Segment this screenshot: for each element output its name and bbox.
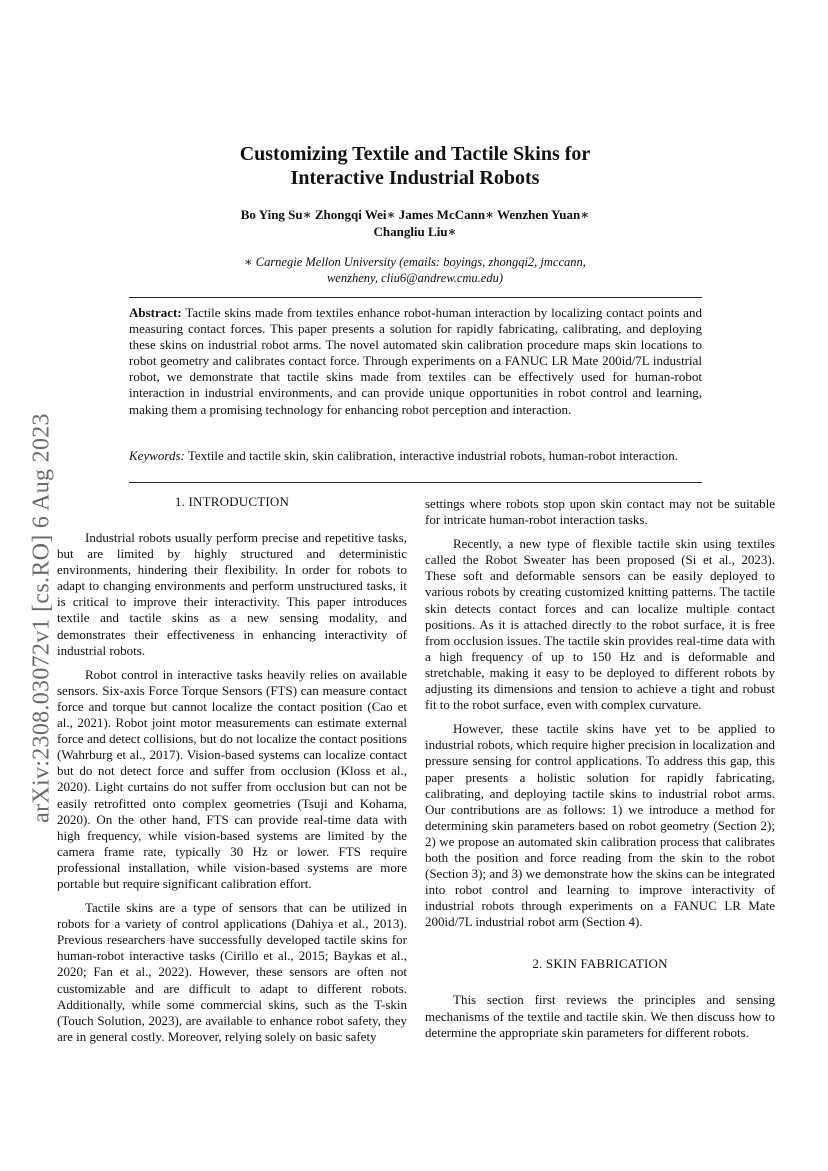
paragraph: This section first reviews the principles and sensing mechanisms of the textile and tactile skin. We then discuss how to determine the appropriate skin parameters for different robots.: [425, 992, 775, 1040]
section-heading-skin-fabrication: 2. SKIN FABRICATION: [532, 956, 668, 972]
author-list: [128, 206, 702, 240]
right-column: [425, 496, 775, 1049]
affiliation-line-2: wenzheny, cliu6@andrew.cmu.edu): [326, 271, 504, 285]
paragraph: settings where robots stop upon skin contact may not be suitable for intricate human-robot interaction tasks.: [425, 496, 775, 528]
keywords: [129, 448, 702, 464]
paragraph: Industrial robots usually perform precise and repetitive tasks, but are limited by highly structured and deterministic environments, hindering their flexibility. In order for robots to adapt to changing environments and perform unstructured tasks, it is critical to improve their interactivity. This paper introduces textile and tactile skins as a new sensing modality, and demonstrates their effectiveness in enhancing interactivity of industrial robots.: [57, 530, 407, 658]
affiliation-line-1: ∗ Carnegie Mellon University (emails: boyings, zhongqi2, jmccann,: [244, 255, 586, 269]
paragraph: Robot control in interactive tasks heavily relies on available sensors. Six-axis Force Torque Sensors (FTS) can measure contact force and torque but cannot localize the contact position (Cao et al., 2021). Robot joint motor measurements can estimate external force and detect collisions, but do not localize the contact positions (Wahrburg et al., 2017). Vision-based systems can localize contact but do not detect force and suffer from occlusion (Kloss et al., 2020). Light curtains do not suffer from occlusion but can not be easily retrofitted onto complex geometries (Tsuji and Kohama, 2020). On the other hand, FTS can provide real-time data with high frequency, while vision-based systems are limited by the camera frame rate, typically 30 Hz or lower. FTS require professional installation, while vision-based systems are more portable but require significant calibration effort.: [57, 666, 407, 891]
arxiv-identifier: [22, 366, 62, 870]
paper-title: [128, 142, 702, 190]
paragraph: Recently, a new type of flexible tactile skin using textiles called the Robot Sweater has been proposed (Si et al., 2023). These soft and deformable sensors can be easily deployed to various robots by creating customized knitting patterns. The tactile skin detects contact forces and can localize multiple contact positions. As it is attached directly to the robot surface, it is free from occlusion issues. The tactile skin provides real-time data with a high frequency of up to 150 Hz and is deformable and stretchable, making it easy to be deployed to different robots by adjusting its dimensions and tension to achieve a tight and robust fit to the robot surface, even with complex curvature.: [425, 536, 775, 713]
section-heading-introduction: 1. INTRODUCTION: [174, 494, 290, 509]
abstract-label: Abstract:: [129, 305, 182, 320]
paragraph: Tactile skins are a type of sensors that can be utilized in robots for a variety of control applications (Dahiya et al., 2013). Previous researchers have successfully developed tactile skins for human-robot interactive tasks (Cirillo et al., 2015; Baykas et al., 2020; Fan et al., 2022). However, these sensors are often not customizable and are difficult to adapt to different robots. Additionally, while some commercial skins, such as the T-skin (Touch Solution, 2023), are available to enhance robot safety, they are in general costly. Moreover, relying solely on basic safety: [57, 900, 407, 1044]
authors-line-2: Changliu Liu∗: [373, 224, 457, 239]
title-line-1: Customizing Textile and Tactile Skins for: [239, 143, 591, 165]
keywords-text: Textile and tactile skin, skin calibration, interactive industrial robots, human-robot interaction.: [187, 448, 678, 463]
keywords-label: Keywords:: [129, 448, 185, 463]
abstract: [129, 305, 702, 418]
abstract-bottom-rule: [129, 482, 702, 483]
paragraph: However, these tactile skins have yet to be applied to industrial robots, which require higher precision in localization and pressure sensing for control applications. To address this gap, this paper presents a holistic solution for rapidly fabricating, calibrating, and deploying tactile skins to industrial robot arms. Our contributions are as follows: 1) we introduce a method for determining skin parameters based on robot geometry (Section 2); 2) we propose an automated skin calibration process that calibrates both the position and force reading from the skin to the robot (Section 3); and 3) we demonstrate how the skins can be integrated into robot control and learning to improve interactivity of industrial robots through experiments on a FANUC LR Mate 200id/7L industrial robot arm (Section 4).: [425, 721, 775, 930]
abstract-text: Tactile skins made from textiles enhance robot-human interaction by localizing contact points and measuring contact forces. This paper presents a solution for rapidly fabricating, calibrating, and deploying these skins on industrial robot arms. The novel automated skin calibration procedure maps skin locations to robot geometry and calibrates contact force. Through experiments on a FANUC LR Mate 200id/7L industrial robot, we demonstrate that tactile skins made from textiles can be effectively used for human-robot interaction in industrial environments, and can provide unique opportunities in robot control and learning, making them a promising technology for enhancing robot perception and interaction.: [129, 305, 702, 417]
abstract-top-rule: [129, 297, 702, 298]
affiliation: [128, 254, 702, 286]
authors-line-1: Bo Ying Su∗ Zhongqi Wei∗ James McCann∗ Wenzhen Yuan∗: [240, 207, 590, 222]
left-column: [57, 494, 407, 1053]
title-line-2: Interactive Industrial Robots: [290, 167, 540, 189]
arxiv-identifier-text: arXiv:2308.03072v1 [cs.RO] 6 Aug 2023: [28, 413, 55, 823]
